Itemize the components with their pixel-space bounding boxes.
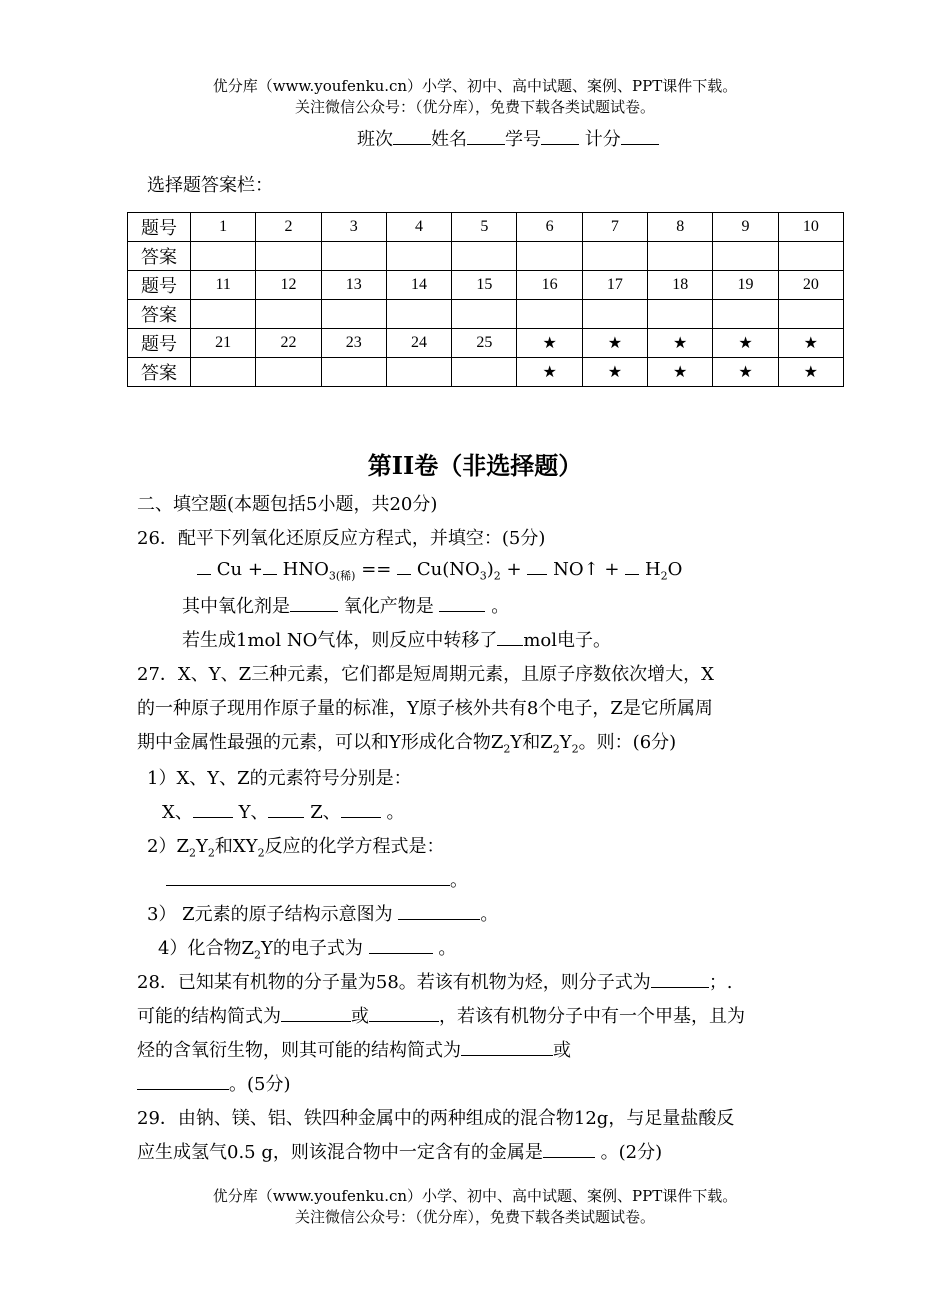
question-number: 18: [648, 271, 713, 300]
table-row: [128, 329, 844, 358]
answer-cell[interactable]: [778, 242, 843, 271]
question-number: 14: [386, 271, 451, 300]
answer-cell[interactable]: [582, 300, 647, 329]
part-title: 第II卷（非选择题）: [367, 451, 583, 480]
eq-sub: 2: [660, 569, 668, 583]
question-number: 11: [191, 271, 256, 300]
row-label: 答案: [128, 300, 191, 329]
answer-cell[interactable]: [321, 300, 386, 329]
question-number: 12: [256, 271, 321, 300]
answer-cell[interactable]: [256, 358, 321, 387]
question-number: 15: [452, 271, 517, 300]
question-number: 23: [321, 329, 386, 358]
eq-term: H: [644, 559, 661, 580]
answer-cell[interactable]: [778, 300, 843, 329]
text: 期中金属性最强的元素，可以和Y形成化合物Z: [137, 732, 504, 753]
q26-stem: 26．配平下列氧化还原反应方程式，并填空：(5分): [137, 528, 546, 549]
star-icon: ★: [778, 329, 843, 358]
text: Y: [195, 836, 208, 857]
text: 。: [438, 938, 457, 959]
q26-line3: [182, 626, 611, 652]
q27-line1: 27．X、Y、Z三种元素，它们都是短周期元素，且原子序数依次增大，X: [137, 664, 714, 685]
table-row: [128, 242, 844, 271]
blank[interactable]: [497, 629, 523, 646]
text: 应生成氢气0.5 g，则该混合物中一定含有的金属是: [137, 1142, 543, 1163]
blank[interactable]: [651, 971, 709, 988]
eq-term: O: [667, 559, 683, 580]
answer-section-label: 选择题答案栏：: [147, 175, 273, 196]
table-row: [128, 271, 844, 300]
text: ，若该有机物分子中有一个甲基，且为: [439, 1006, 745, 1027]
q27-part4: [158, 934, 456, 962]
answer-cell[interactable]: [713, 300, 778, 329]
text: 。: [450, 870, 468, 891]
eq-term: Cu +: [216, 559, 263, 580]
blank[interactable]: [281, 1005, 351, 1022]
text: 2）Z: [147, 836, 189, 857]
footer-line-1: 优分库（www.youfenku.cn）小学、初中、高中试题、案例、PPT课件下载。: [212, 1187, 738, 1205]
text: 28．已知某有机物的分子量为58。若该有机物为烃，则分子式为: [137, 972, 651, 993]
eq-sign: +: [506, 559, 522, 580]
question-number: 10: [778, 213, 843, 242]
text: mol电子。: [523, 630, 612, 651]
blank[interactable]: [290, 595, 338, 612]
id-label: 学号: [505, 129, 541, 150]
answer-cell[interactable]: [517, 300, 582, 329]
answer-cell[interactable]: [713, 242, 778, 271]
blank[interactable]: [197, 558, 211, 575]
blank[interactable]: [137, 1073, 229, 1090]
score-label: 计分: [584, 129, 621, 150]
eq-sub: 2: [493, 569, 501, 583]
answer-cell[interactable]: [648, 300, 713, 329]
table-row: [128, 300, 844, 329]
eq-term: HNO: [282, 559, 329, 580]
answer-cell[interactable]: [386, 300, 451, 329]
answer-cell[interactable]: [452, 300, 517, 329]
q27-part3: [147, 900, 498, 926]
question-number: 5: [452, 213, 517, 242]
q29-line1: 29．由钠、镁、铝、铁四种金属中的两种组成的混合物12g，与足量盐酸反: [137, 1108, 735, 1129]
answer-cell[interactable]: [386, 242, 451, 271]
blank[interactable]: [193, 801, 233, 818]
text: 。: [491, 596, 510, 617]
answer-cell[interactable]: [256, 300, 321, 329]
text: 。(5分): [229, 1074, 291, 1095]
q27-part2-blank: [166, 866, 468, 892]
q28-line2: [137, 1002, 745, 1028]
answer-cell[interactable]: [582, 242, 647, 271]
star-icon: ★: [778, 358, 843, 387]
question-number: 6: [517, 213, 582, 242]
answer-cell[interactable]: [386, 358, 451, 387]
sub: 2: [503, 742, 511, 756]
blank[interactable]: [166, 869, 450, 886]
q26-equation: [197, 558, 682, 584]
blank[interactable]: [341, 801, 381, 818]
star-icon: ★: [713, 329, 778, 358]
answer-cell[interactable]: [321, 358, 386, 387]
eq-term: NO↑ +: [553, 559, 620, 580]
answer-table: [127, 212, 844, 387]
question-number: 17: [582, 271, 647, 300]
eq-term: ): [486, 559, 494, 580]
text: 4）化合物Z: [158, 938, 254, 959]
q27-part2: [147, 832, 445, 860]
blank[interactable]: [369, 1005, 439, 1022]
star-icon: ★: [517, 358, 582, 387]
score-blank[interactable]: [621, 128, 659, 145]
header-line-1: 优分库（www.youfenku.cn）小学、初中、高中试题、案例、PPT课件下载。: [212, 77, 738, 95]
answer-cell[interactable]: [321, 242, 386, 271]
text: Y和Z: [510, 732, 553, 753]
star-icon: ★: [582, 358, 647, 387]
text: Y的电子式为: [260, 938, 363, 959]
answer-cell[interactable]: [191, 300, 256, 329]
answer-cell[interactable]: [517, 242, 582, 271]
blank[interactable]: [263, 558, 277, 575]
id-blank[interactable]: [541, 128, 579, 145]
blank[interactable]: [268, 801, 304, 818]
question-number: 24: [386, 329, 451, 358]
answer-cell[interactable]: [452, 358, 517, 387]
answer-cell[interactable]: [256, 242, 321, 271]
answer-cell[interactable]: [452, 242, 517, 271]
q28-line4: [137, 1070, 291, 1096]
question-number: 1: [191, 213, 256, 242]
text: 。: [386, 802, 405, 823]
text: Y: [559, 732, 572, 753]
text: 若生成1mol NO气体，则反应中转移了: [182, 630, 498, 651]
blank[interactable]: [625, 558, 639, 575]
section-heading: 二、填空题(本题包括5小题，共20分): [137, 494, 438, 515]
eq-sign: ==: [361, 559, 392, 580]
text: X、: [162, 802, 193, 823]
blank[interactable]: [439, 595, 485, 612]
blank[interactable]: [369, 937, 433, 954]
row-label: 题号: [128, 329, 191, 358]
text: 氧化产物是: [343, 596, 434, 617]
text: 。则：(6分): [578, 732, 677, 753]
sub: 2: [207, 846, 215, 860]
star-icon: ★: [517, 329, 582, 358]
question-number: 2: [256, 213, 321, 242]
text: Z、: [310, 802, 341, 823]
eq-term: Cu(NO: [416, 559, 480, 580]
text: 其中氧化剂是: [182, 596, 290, 617]
name-label: 姓名: [431, 129, 467, 150]
question-number: 7: [582, 213, 647, 242]
text: 和XY: [214, 836, 258, 857]
question-number: 13: [321, 271, 386, 300]
question-number: 19: [713, 271, 778, 300]
star-icon: ★: [648, 329, 713, 358]
text: 或: [553, 1040, 571, 1061]
sub: 2: [253, 948, 261, 962]
class-blank[interactable]: [393, 128, 431, 145]
text: 烃的含氧衍生物，则其可能的结构简式为: [137, 1040, 461, 1061]
question-number: 16: [517, 271, 582, 300]
blank[interactable]: [543, 1141, 595, 1158]
text: 。(2分): [600, 1142, 663, 1163]
table-row: [128, 213, 844, 242]
answer-cell[interactable]: [648, 242, 713, 271]
blank[interactable]: [527, 558, 547, 575]
q26-line2: [182, 592, 509, 618]
question-number: 3: [321, 213, 386, 242]
question-number: 4: [386, 213, 451, 242]
question-number: 22: [256, 329, 321, 358]
q27-part1: 1）X、Y、Z的元素符号分别是：: [147, 768, 412, 789]
question-number: 8: [648, 213, 713, 242]
table-row: [128, 358, 844, 387]
text: ；.: [708, 972, 733, 993]
blank[interactable]: [397, 558, 411, 575]
sub: 2: [571, 742, 579, 756]
q27-line3: [137, 728, 676, 756]
star-icon: ★: [582, 329, 647, 358]
student-info-line: [357, 125, 659, 151]
header-line-2: 关注微信公众号：（优分库），免费下载各类试题试卷。: [294, 98, 655, 116]
row-label: 题号: [128, 213, 191, 242]
text: 。: [480, 904, 499, 925]
q27-part1-blanks: [162, 798, 404, 824]
sub: 2: [188, 846, 196, 860]
question-number: 20: [778, 271, 843, 300]
text: Y、: [238, 802, 269, 823]
q27-line2: 的一种原子现用作原子量的标准，Y原子核外共有8个电子，Z是它所属周: [137, 698, 713, 719]
star-icon: ★: [648, 358, 713, 387]
row-label: 题号: [128, 271, 191, 300]
q28-line3: [137, 1036, 571, 1062]
blank[interactable]: [398, 903, 480, 920]
q29-line2: [137, 1138, 662, 1164]
blank[interactable]: [461, 1039, 553, 1056]
sub: 2: [552, 742, 560, 756]
row-label: 答案: [128, 358, 191, 387]
eq-sub: 3(稀): [328, 569, 356, 583]
row-label: 答案: [128, 242, 191, 271]
footer-line-2: 关注微信公众号：（优分库），免费下载各类试题试卷。: [294, 1208, 655, 1226]
answer-cell[interactable]: [191, 242, 256, 271]
name-blank[interactable]: [467, 128, 505, 145]
question-number: 21: [191, 329, 256, 358]
answer-cell[interactable]: [191, 358, 256, 387]
question-number: 9: [713, 213, 778, 242]
eq-sub: 3: [479, 569, 487, 583]
text: 反应的化学方程式是：: [264, 836, 445, 857]
class-label: 班次: [357, 129, 393, 150]
sub: 2: [257, 846, 265, 860]
q28-line1: [137, 968, 733, 994]
text: 或: [351, 1006, 369, 1027]
text: 可能的结构简式为: [137, 1006, 281, 1027]
star-icon: ★: [713, 358, 778, 387]
text: 3） Z元素的原子结构示意图为: [147, 904, 393, 925]
question-number: 25: [452, 329, 517, 358]
